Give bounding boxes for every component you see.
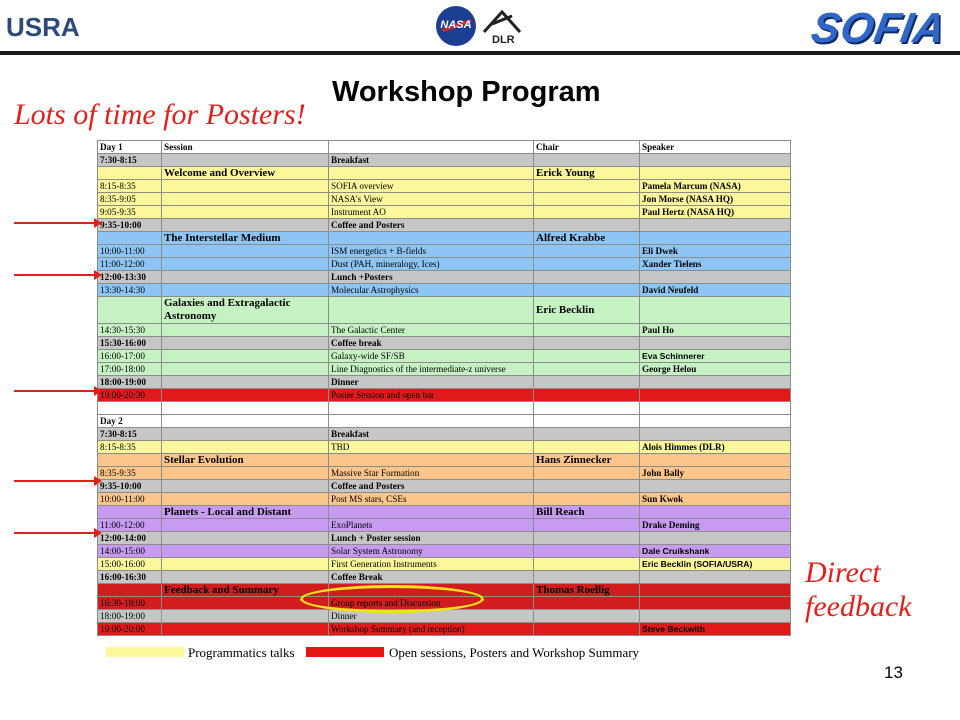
table-cell: 16:00-16:30 — [98, 571, 162, 584]
table-cell — [162, 415, 329, 428]
table-header-cell: Speaker — [640, 141, 791, 154]
table-cell — [162, 206, 329, 219]
table-row — [98, 350, 791, 363]
table-cell: SOFIA overview — [329, 180, 534, 193]
table-cell: 15:00-16:00 — [98, 558, 162, 571]
table-cell: The Interstellar Medium — [162, 232, 329, 245]
table-cell: 15:30-16:00 — [98, 337, 162, 350]
nasa-logo — [436, 6, 476, 46]
table-row — [98, 232, 791, 245]
table-cell: 16:00-17:00 — [98, 350, 162, 363]
table-row — [98, 258, 791, 271]
table-cell — [640, 167, 791, 180]
table-cell: Drake Deming — [640, 519, 791, 532]
legend-label-open-sessions: Open sessions, Posters and Workshop Summary — [389, 645, 640, 660]
dlr-logo — [480, 6, 524, 48]
dlr-logo-text: DLR — [492, 34, 515, 46]
table-cell — [329, 402, 534, 415]
direct-feedback-line-1: Direct — [805, 556, 881, 589]
table-row — [98, 284, 791, 297]
table-cell — [534, 337, 640, 350]
dlr-bird-icon — [480, 6, 524, 36]
table-row — [98, 428, 791, 441]
table-header-cell: Day 1 — [98, 141, 162, 154]
header-bar — [0, 0, 960, 52]
table-cell — [640, 376, 791, 389]
table-cell — [534, 154, 640, 167]
table-cell — [534, 363, 640, 376]
table-cell: Jon Morse (NASA HQ) — [640, 193, 791, 206]
table-cell: Breakfast — [329, 428, 534, 441]
table-cell — [640, 219, 791, 232]
table-cell — [162, 545, 329, 558]
table-cell: Erick Young — [534, 167, 640, 180]
table-header-row — [98, 141, 791, 154]
table-cell: 18:00-19:00 — [98, 610, 162, 623]
table-cell: 11:00-12:00 — [98, 258, 162, 271]
table-cell: 19:00-20:00 — [98, 623, 162, 636]
table-cell — [329, 506, 534, 519]
table-cell — [98, 402, 162, 415]
table-cell: 9:35-10:00 — [98, 219, 162, 232]
table-cell — [534, 623, 640, 636]
poster-arrow-icon — [14, 480, 96, 482]
table-cell: 12:00-14:00 — [98, 532, 162, 545]
table-cell: Group reports and Discussion — [329, 597, 534, 610]
table-cell: Thomas Roellig — [534, 584, 640, 597]
table-cell: Lunch +Posters — [329, 271, 534, 284]
table-cell — [534, 441, 640, 454]
table-cell: Pamela Marcum (NASA) — [640, 180, 791, 193]
table-cell: 7:30-8:15 — [98, 428, 162, 441]
table-cell: 19:00-20:30 — [98, 389, 162, 402]
table-cell: Coffee and Posters — [329, 480, 534, 493]
table-cell — [98, 506, 162, 519]
table-cell — [534, 389, 640, 402]
table-cell: Eli Dwek — [640, 245, 791, 258]
table-row — [98, 519, 791, 532]
table-cell — [534, 571, 640, 584]
table-cell: 13:30-14:30 — [98, 284, 162, 297]
table-cell — [534, 271, 640, 284]
table-cell — [162, 428, 329, 441]
table-cell — [329, 454, 534, 467]
table-cell: Eva Schinnerer — [640, 350, 791, 363]
table-cell — [534, 376, 640, 389]
table-cell: Day 2 — [98, 415, 162, 428]
table-cell — [640, 532, 791, 545]
table-cell: Dust (PAH, mineralogy, Ices) — [329, 258, 534, 271]
table-cell: Steve Beckwith — [640, 623, 791, 636]
poster-arrow-icon — [14, 390, 96, 392]
table-cell: Galaxy-wide SF/SB — [329, 350, 534, 363]
table-cell — [162, 532, 329, 545]
table-cell: Molecular Astrophysics — [329, 284, 534, 297]
table-row — [98, 610, 791, 623]
table-cell: 10:00-11:00 — [98, 493, 162, 506]
table-cell: ISM energetics + B-fields — [329, 245, 534, 258]
table-cell — [534, 467, 640, 480]
table-header-cell: Chair — [534, 141, 640, 154]
table-row — [98, 206, 791, 219]
table-cell — [534, 545, 640, 558]
table-cell — [329, 232, 534, 245]
table-cell — [640, 454, 791, 467]
table-cell — [162, 441, 329, 454]
table-cell — [162, 180, 329, 193]
table-cell: Stellar Evolution — [162, 454, 329, 467]
table-cell: 11:00-12:00 — [98, 519, 162, 532]
table-cell: ExoPlanets — [329, 519, 534, 532]
legend-label-programmatics: Programmatics talks — [188, 645, 295, 660]
table-cell: 7:30-8:15 — [98, 154, 162, 167]
table-cell: Alfred Krabbe — [534, 232, 640, 245]
table-cell — [162, 402, 329, 415]
table-cell: Paul Ho — [640, 324, 791, 337]
table-cell — [534, 415, 640, 428]
table-cell — [640, 571, 791, 584]
legend-swatch-programmatics — [106, 647, 184, 657]
table-cell — [162, 376, 329, 389]
table-cell — [640, 297, 791, 324]
table-row — [98, 154, 791, 167]
table-header-cell — [329, 141, 534, 154]
table-cell — [640, 480, 791, 493]
table-header-cell: Session — [162, 141, 329, 154]
table-cell — [162, 363, 329, 376]
table-cell — [98, 232, 162, 245]
table-cell: Breakfast — [329, 154, 534, 167]
table-cell: Xander Tielens — [640, 258, 791, 271]
table-row — [98, 441, 791, 454]
table-cell — [640, 337, 791, 350]
table-row — [98, 337, 791, 350]
nasa-logo-text: NASA — [440, 19, 472, 31]
table-cell: Welcome and Overview — [162, 167, 329, 180]
table-row — [98, 271, 791, 284]
table-cell — [534, 206, 640, 219]
table-cell — [534, 532, 640, 545]
table-cell — [162, 245, 329, 258]
table-cell — [162, 324, 329, 337]
table-cell: 9:35-10:00 — [98, 480, 162, 493]
slide-title: Workshop Program — [332, 76, 601, 108]
table-cell: Massive Star Formation — [329, 467, 534, 480]
table-cell — [534, 493, 640, 506]
table-row — [98, 493, 791, 506]
table-row — [98, 389, 791, 402]
poster-arrow-icon — [14, 532, 96, 534]
table-cell: Dale Cruikshank — [640, 545, 791, 558]
table-cell — [162, 467, 329, 480]
table-cell: Line Diagnostics of the intermediate-z universe — [329, 363, 534, 376]
table-cell — [98, 454, 162, 467]
table-cell — [162, 571, 329, 584]
table-cell — [640, 232, 791, 245]
table-cell — [640, 402, 791, 415]
table-row — [98, 193, 791, 206]
table-cell — [534, 219, 640, 232]
table-row — [98, 180, 791, 193]
table-row — [98, 506, 791, 519]
highlight-circle — [300, 585, 484, 613]
table-cell: Paul Hertz (NASA HQ) — [640, 206, 791, 219]
table-cell — [162, 284, 329, 297]
table-cell — [640, 428, 791, 441]
table-cell: 16:30-18:00 — [98, 597, 162, 610]
table-cell — [162, 219, 329, 232]
table-cell: Feedback and Summary — [162, 584, 329, 597]
table-cell — [162, 623, 329, 636]
table-cell — [534, 258, 640, 271]
table-cell — [534, 402, 640, 415]
page-number: 13 — [884, 663, 903, 682]
table-cell: Bill Reach — [534, 506, 640, 519]
legend-swatch-open-sessions — [306, 647, 384, 657]
table-cell — [162, 389, 329, 402]
table-cell — [162, 558, 329, 571]
table-cell: Coffee and Posters — [329, 219, 534, 232]
table-cell: 8:15-8:35 — [98, 180, 162, 193]
table-cell — [640, 597, 791, 610]
table-cell — [534, 597, 640, 610]
table-cell — [534, 193, 640, 206]
table-cell: 8:15-8:35 — [98, 441, 162, 454]
table-cell: 8:35-9:05 — [98, 193, 162, 206]
table-cell: Lunch + Poster session — [329, 532, 534, 545]
table-cell — [534, 324, 640, 337]
table-cell — [162, 337, 329, 350]
table-cell — [534, 284, 640, 297]
table-cell: 18:00-19:00 — [98, 376, 162, 389]
table-cell — [162, 258, 329, 271]
table-cell — [162, 493, 329, 506]
table-cell — [640, 271, 791, 284]
table-row — [98, 571, 791, 584]
poster-arrow-icon — [14, 274, 96, 276]
table-row — [98, 363, 791, 376]
table-cell: Post MS stars, CSEs — [329, 493, 534, 506]
table-cell — [640, 584, 791, 597]
table-cell — [162, 480, 329, 493]
table-cell — [534, 558, 640, 571]
table-cell: Eric Becklin — [534, 297, 640, 324]
table-row — [98, 623, 791, 636]
workshop-program-table — [97, 140, 791, 636]
table-cell — [640, 610, 791, 623]
table-cell: David Neufeld — [640, 284, 791, 297]
table-cell: Instrument AO — [329, 206, 534, 219]
table-cell: Solar System Astronomy — [329, 545, 534, 558]
table-cell: TBD — [329, 441, 534, 454]
table-cell — [534, 480, 640, 493]
table-cell: Coffee break — [329, 337, 534, 350]
header-divider — [0, 51, 960, 55]
table-cell — [640, 415, 791, 428]
table-row — [98, 402, 791, 415]
table-cell — [162, 610, 329, 623]
table-cell: Hans Zinnecker — [534, 454, 640, 467]
table-row — [98, 324, 791, 337]
usra-logo: USRA — [6, 12, 80, 42]
table-cell: John Bally — [640, 467, 791, 480]
table-cell — [98, 297, 162, 324]
table-cell: NASA's View — [329, 193, 534, 206]
direct-feedback-callout — [805, 556, 912, 624]
table-cell: Poster Session and open bar — [329, 389, 534, 402]
table-cell — [162, 519, 329, 532]
table-cell — [534, 245, 640, 258]
table-cell: 14:30-15:30 — [98, 324, 162, 337]
table-cell — [98, 584, 162, 597]
table-row — [98, 219, 791, 232]
table-cell — [329, 415, 534, 428]
table-cell: Dinner — [329, 376, 534, 389]
direct-feedback-line-2: feedback — [805, 590, 912, 623]
table-cell: 12:00-13:30 — [98, 271, 162, 284]
table-cell — [98, 167, 162, 180]
table-cell — [329, 167, 534, 180]
table-row — [98, 532, 791, 545]
table-cell: Galaxies and Extragalactic Astronomy — [162, 297, 329, 324]
table-cell: Sun Kwok — [640, 493, 791, 506]
table-cell: 8:35-9:35 — [98, 467, 162, 480]
table-cell — [534, 428, 640, 441]
table-cell — [534, 610, 640, 623]
table-cell: Coffee Break — [329, 571, 534, 584]
table-cell — [162, 193, 329, 206]
table-row — [98, 467, 791, 480]
table-row — [98, 376, 791, 389]
table-cell — [534, 350, 640, 363]
table-row — [98, 545, 791, 558]
table-cell — [640, 154, 791, 167]
table-cell: First Generation Instruments — [329, 558, 534, 571]
table-cell — [534, 519, 640, 532]
table-cell — [329, 297, 534, 324]
posters-callout: Lots of time for Posters! — [14, 98, 306, 131]
table-cell: The Galactic Center — [329, 324, 534, 337]
table-cell: 17:00-18:00 — [98, 363, 162, 376]
table-row — [98, 558, 791, 571]
table-row — [98, 415, 791, 428]
table-row — [98, 297, 791, 324]
table-cell: 14:00-15:00 — [98, 545, 162, 558]
table-cell: Alois Himmes (DLR) — [640, 441, 791, 454]
poster-arrow-icon — [14, 222, 96, 224]
table-row — [98, 454, 791, 467]
table-cell — [534, 180, 640, 193]
table-cell: Dinner — [329, 610, 534, 623]
table-row — [98, 167, 791, 180]
table-cell — [640, 389, 791, 402]
table-cell: Eric Becklin (SOFIA/USRA) — [640, 558, 791, 571]
table-cell: Planets - Local and Distant — [162, 506, 329, 519]
table-cell — [162, 154, 329, 167]
sofia-logo: SOFIA — [807, 4, 950, 51]
table-cell: George Helou — [640, 363, 791, 376]
table-cell — [640, 506, 791, 519]
table-row — [98, 245, 791, 258]
table-cell — [162, 350, 329, 363]
table-cell — [162, 271, 329, 284]
table-row — [98, 480, 791, 493]
table-cell: Workshop Summary (and reception) — [329, 623, 534, 636]
table-cell: 9:05-9:35 — [98, 206, 162, 219]
table-cell: 10:00-11:00 — [98, 245, 162, 258]
